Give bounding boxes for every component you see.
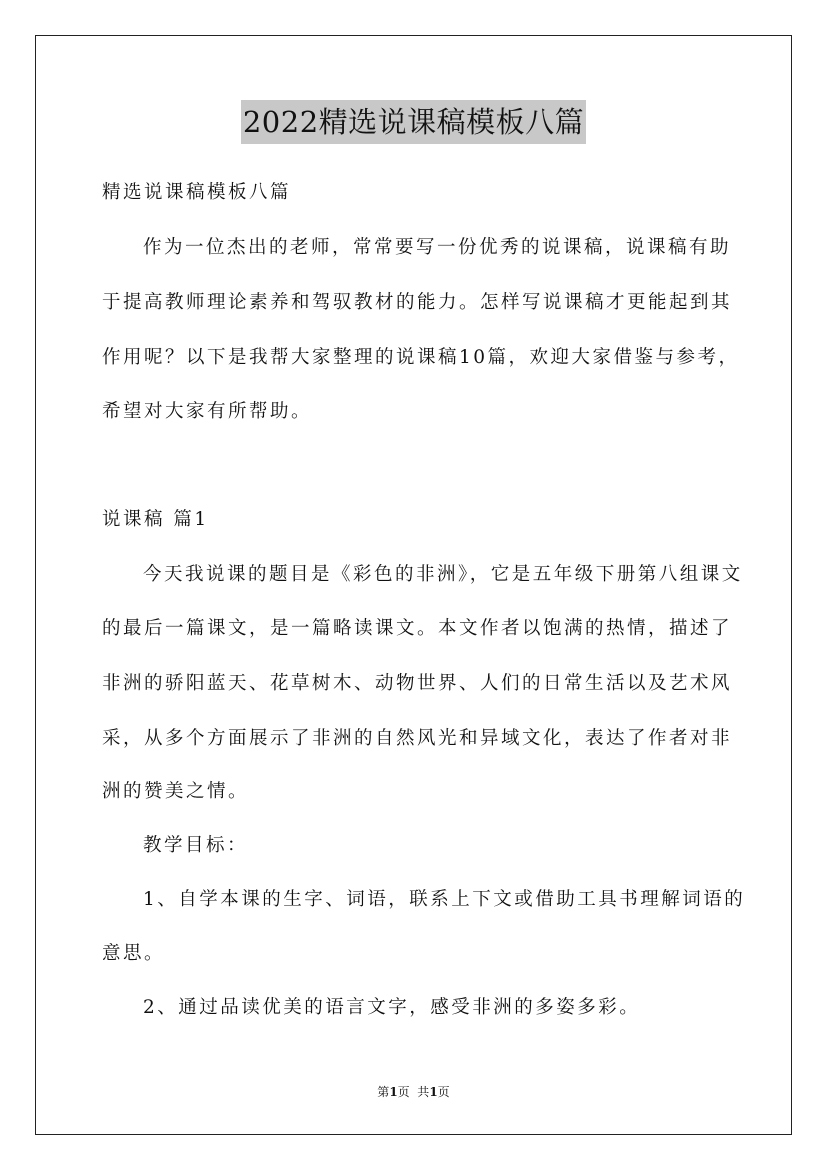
- goal-1-line-1: 1、自学本课的生字、词语，联系上下文或借助工具书理解词语的: [143, 889, 746, 910]
- intro-line-4: 希望对大家有所帮助。: [102, 401, 313, 422]
- intro-line-2: 于提高教师理论素养和驾驭教材的能力。怎样写说课稿才更能起到其: [102, 292, 733, 313]
- goal-1-line-2: 意思。: [102, 943, 166, 964]
- section-body-line-3: 非洲的骄阳蓝天、花草树木、动物世界、人们的日常生活以及艺术风: [102, 673, 733, 694]
- goals-label: 教学目标：: [143, 835, 249, 856]
- section-body-line-1: 今天我说课的题目是《彩色的非洲》，它是五年级下册第八组课文: [143, 564, 743, 585]
- section-body-line-4: 采，从多个方面展示了非洲的自然风光和异域文化，表达了作者对非: [102, 728, 733, 749]
- footer-page-number: 1: [389, 1085, 398, 1099]
- footer-page-mid: 页 共: [397, 1085, 430, 1099]
- title-container: [0, 100, 827, 144]
- document-title: 2022精选说课稿模板八篇: [241, 100, 586, 144]
- footer-page-suffix: 页: [437, 1085, 450, 1099]
- footer-page-prefix: 第: [377, 1085, 390, 1099]
- document-subtitle: 精选说课稿模板八篇: [102, 182, 292, 203]
- page-footer: [0, 1084, 827, 1100]
- intro-line-3: 作用呢？以下是我帮大家整理的说课稿10篇，欢迎大家借鉴与参考，: [102, 347, 740, 368]
- footer-page-total: 1: [429, 1085, 438, 1099]
- section-body-line-2: 的最后一篇课文，是一篇略读课文。本文作者以饱满的热情，描述了: [102, 618, 733, 639]
- goal-2-line: 2、通过品读优美的语言文字，感受非洲的多姿多彩。: [143, 997, 641, 1018]
- section-heading: 说课稿 篇1: [102, 509, 209, 530]
- section-body-line-5: 洲的赞美之情。: [102, 781, 250, 802]
- intro-line-1: 作为一位杰出的老师，常常要写一份优秀的说课稿，说课稿有助: [143, 237, 732, 258]
